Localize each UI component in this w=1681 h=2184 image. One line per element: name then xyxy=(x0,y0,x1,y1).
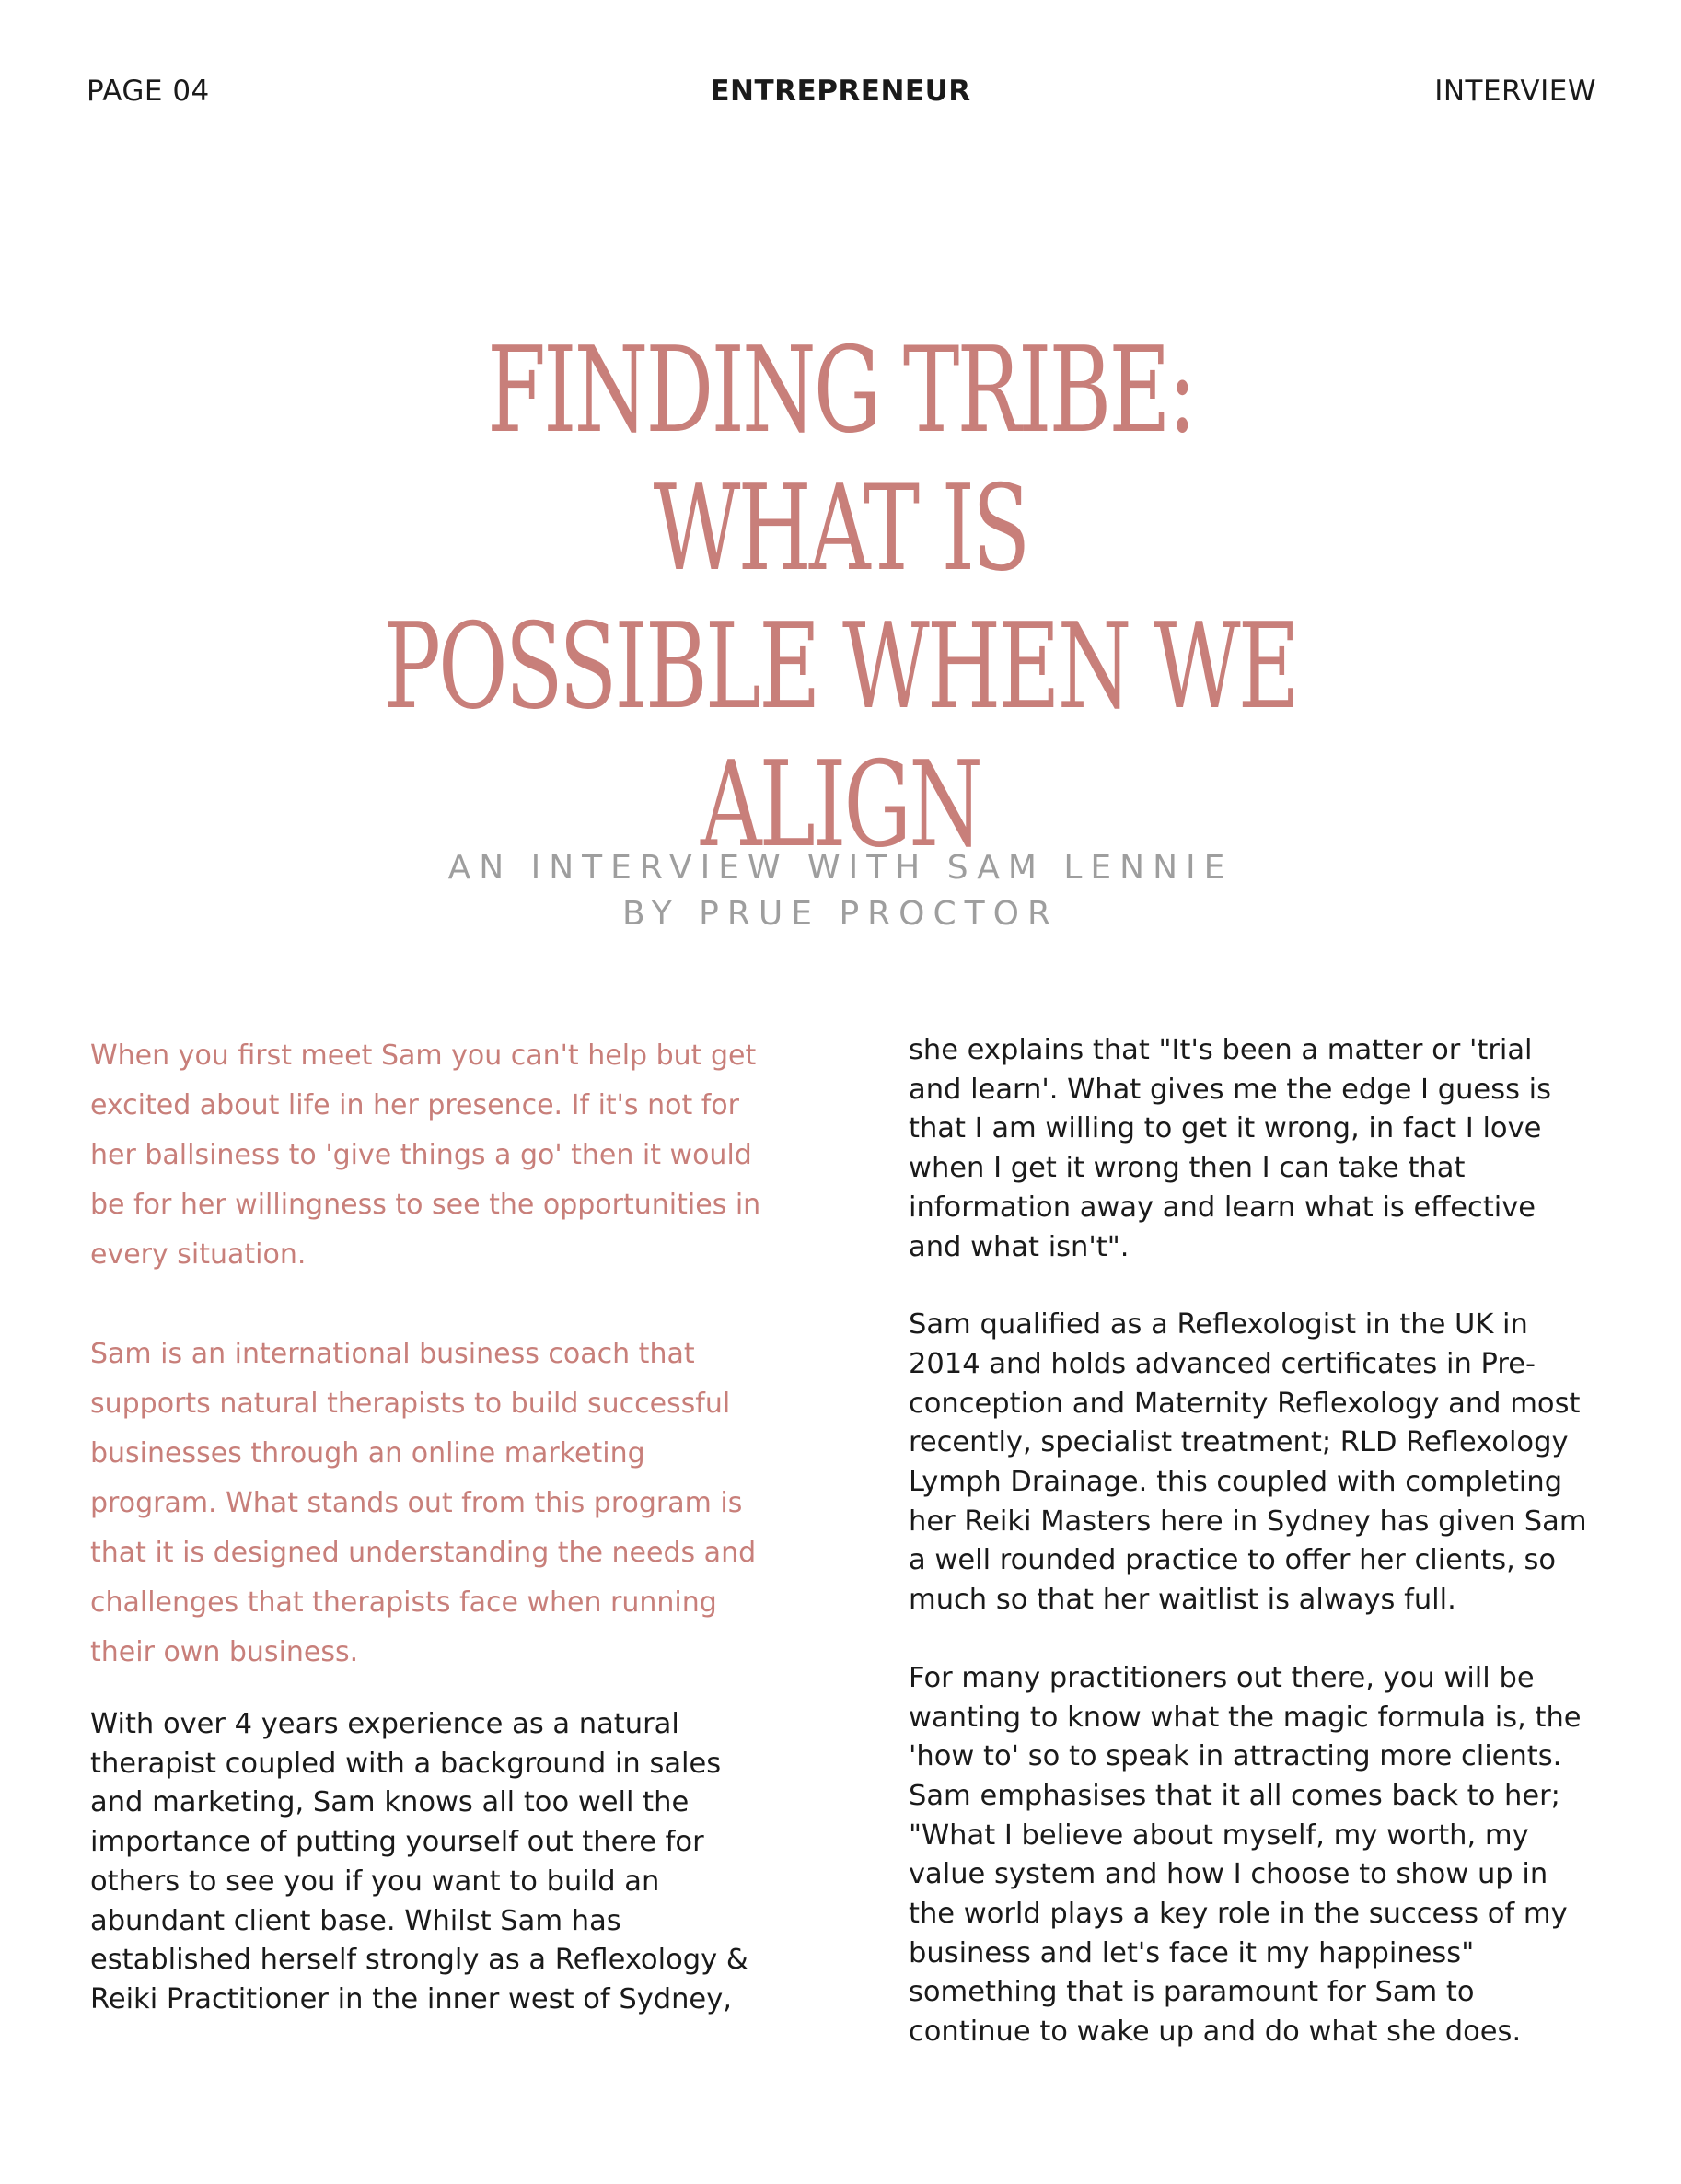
title-line-2: WHAT IS xyxy=(653,460,1028,598)
subtitle-interviewee: AN INTERVIEW WITH SAM LENNIE xyxy=(447,849,1234,887)
title-line-1: FINDING TRIBE: xyxy=(487,322,1194,459)
category-label: INTERVIEW xyxy=(1434,75,1596,108)
lead-paragraph: Sam is an international business coach that supports natural therapists to build successful businesses through an online marketing program. What stands out from this program is that it is designed understanding the needs and challenges that therapists face when running their own business. xyxy=(90,1338,757,1668)
right-column xyxy=(909,1031,1590,2052)
body-paragraph: Sam qualified as a Reflexologist in the UK in 2014 and holds advanced certificates in Pre-conception and Maternity Reflexology and most recently, specialist treatment; RLD Reflexology Lymph Drainage. this coupled with completing her Reiki Masters here in Sydney has given Sam a well rounded practice to offer her clients, so much so that her waitlist is always full. xyxy=(909,1308,1587,1617)
article-title xyxy=(236,322,1446,875)
title-line-3: POSSIBLE WHEN WE xyxy=(383,598,1298,736)
left-column xyxy=(90,1031,771,2020)
body-paragraph: she explains that "It's been a matter or 'trial and learn'. What gives me the edge I guess is that I am willing to get it wrong, in fact I love when I get it wrong then I can take that information away and learn what is effective and what isn't". xyxy=(909,1034,1552,1263)
title-line-4: ALIGN xyxy=(700,737,981,874)
lead-paragraph: When you first meet Sam you can't help but get excited about life in her presence. If it's not for her ballsiness to 'give things a go' then it would be for her willingness to see the opportunities in every situation. xyxy=(90,1040,761,1271)
body-paragraph: With over 4 years experience as a natural therapist coupled with a background in sales and marketing, Sam knows all too well the importance of putting yourself out there for others to see you if you want to build an abundant client base. Whilst Sam has established herself strongly as a Reflexology & Reiki Practitioner in the inner west of Sydney, xyxy=(90,1708,748,2016)
section-label: ENTREPRENEUR xyxy=(710,75,971,108)
subtitle-author: BY PRUE PROCTOR xyxy=(622,895,1059,933)
page-number: PAGE 04 xyxy=(87,75,210,108)
body-paragraph: For many practitioners out there, you will be wanting to know what the magic formula is, the 'how to' so to speak in attracting more clients. Sam emphasises that it all comes back to her; "What I believe about myself, my worth, my value system and how I choose to show up in the world plays a key role in the success of my business and let's face it my happiness" something that is paramount for Sam to continue to wake up and do what she does. xyxy=(909,1661,1582,2049)
